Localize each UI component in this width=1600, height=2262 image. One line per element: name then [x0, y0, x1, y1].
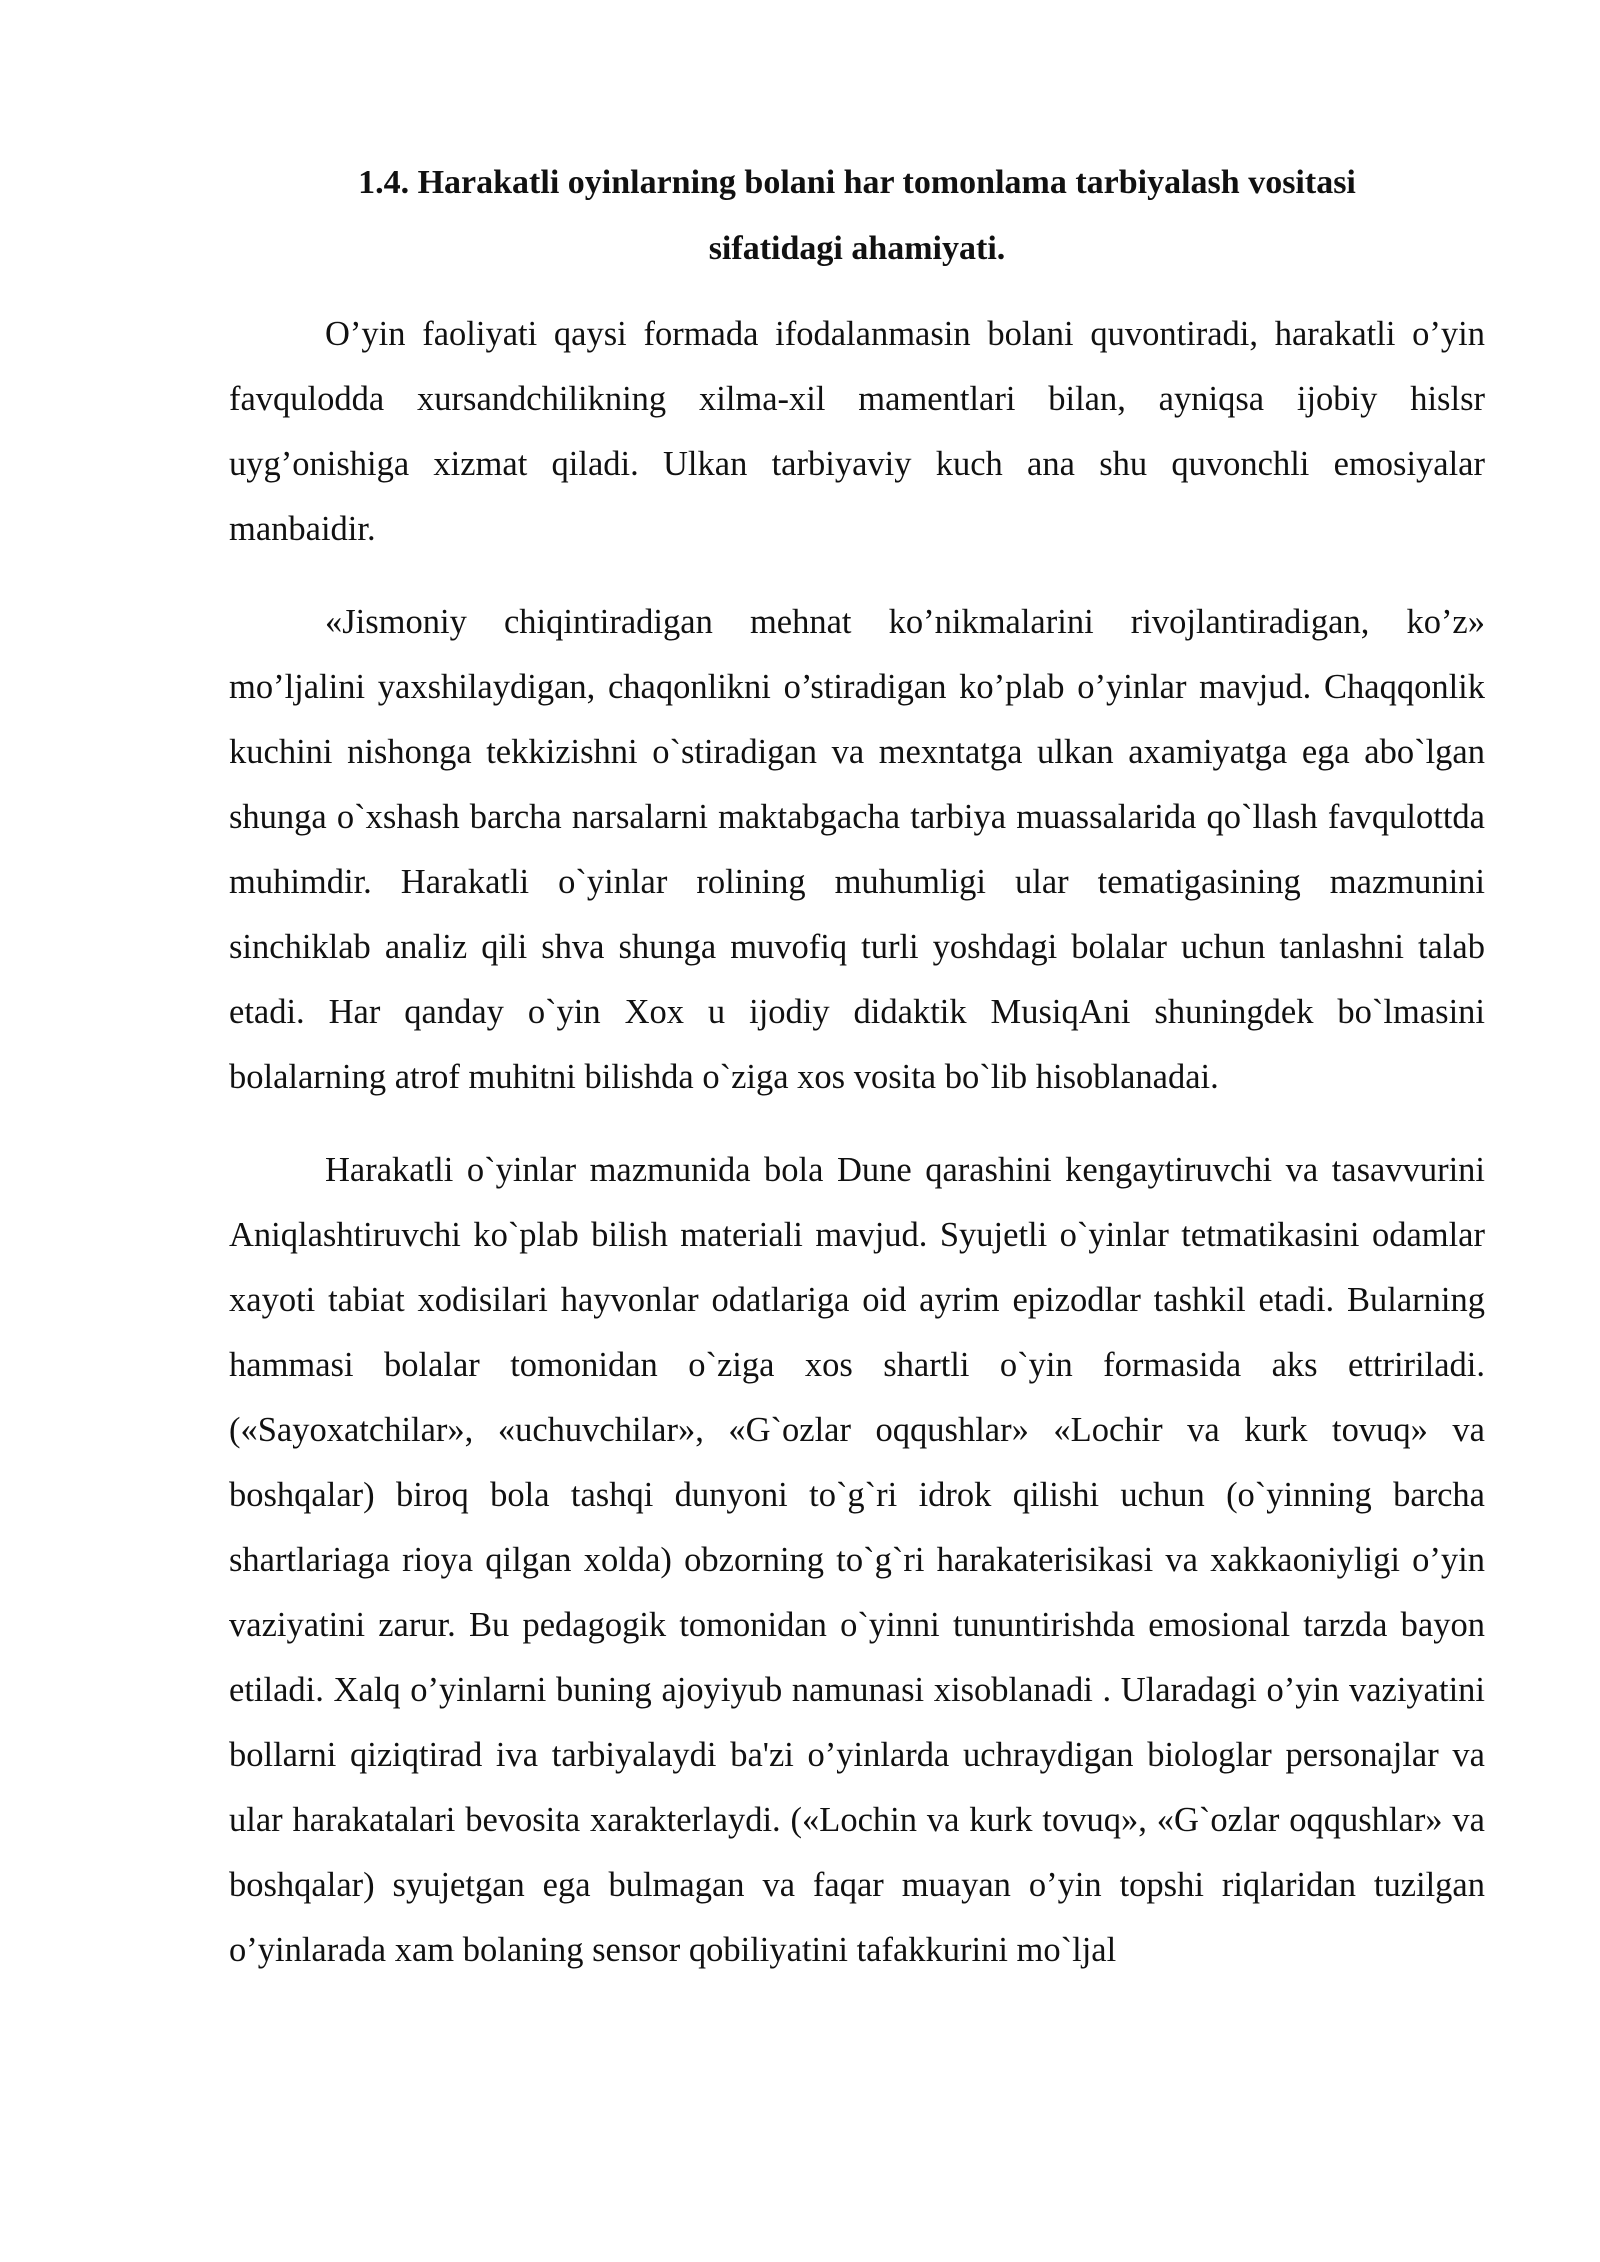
section-heading-line-2: sifatidagi ahamiyati. — [708, 230, 1006, 267]
paragraph-2: «Jismoniy chiqintiradigan mehnat ko’nikmalarini rivojlantiradigan, ko’z» mo’ljalini yaxshilaydigan, chaqonlikni o’stiradigan ko’plab o’yinlar mavjud. Chaqqonlik kuchini nishonga tekkizishni o`stiradigan va mexntatga ulkan axamiyatga ega abo`lgan shunga o`xshash barcha narsalarni maktabgacha tarbiya muassalarida qo`llash favqulottda muhimdir. Harakatli o`yinlar rolining muhumligi ular tematigasining mazmunini sinchiklab analiz qili shva shunga muvofiq turli yoshdagi bolalar uchun tanlashni talab etadi. Har qanday o`yin Xox u ijodiy didaktik MusiqAni shuningdek bo`lmasini bolalarning atrof muhitni bilishda o`ziga xos vosita bo`lib hisoblanadai. — [229, 603, 1485, 1096]
paragraph-3: Harakatli o`yinlar mazmunida bola Dune qarashini kengaytiruvchi va tasavvurini Aniqlashtiruvchi ko`plab bilish materiali mavjud. Syujetli o`yinlar tetmatikasini odamlar xayoti tabiat xodisilari hayvonlar odatlariga oid ayrim epizodlar tashkil etadi. Bularning hammasi bolalar tomonidan o`ziga xos shartli o`yin formasida aks ettririladi. («Sayoxatchilar», «uchuvchilar», «G`ozlar oqqushlar» «Lochir va kurk tovuq» va boshqalar) biroq bola tashqi dunyoni to`g`ri idrok qilishi uchun (o`yinning barcha shartlariaga rioya qilgan xolda) obzorning to`g`ri harakaterisikasi va xakkaoniyligi o’yin vaziyatini zarur. Bu pedagogik tomonidan o`yinni tununtirishda emosional tarzda bayon etiladi. Xalq o’yinlarni buning ajoyiyub namunasi xisoblanadi . Ularadagi o’yin vaziyatini bollarni qiziqtirad iva tarbiyalaydi ba'zi o’yinlarda uchraydigan biologlar personajlar va ular harakatalari bevosita xarakterlaydi. («Lochin va kurk tovuq», «G`ozlar oqqushlar» va boshqalar) syujetgan ega bulmagan va faqar muayan o’yin topshi riqlaridan tuzilgan o’yinlarada xam bolaning sensor qobiliyatini tafakkurini mo`ljal — [229, 1151, 1485, 1969]
section-heading-line-1: 1.4. Harakatli oyinlarning bolani har tomonlama tarbiyalash vositasi — [358, 164, 1356, 201]
section-heading — [229, 150, 1485, 282]
paragraph-1: O’yin faoliyati qaysi formada ifodalanmasin bolani quvontiradi, harakatli o’yin favqulodda xursandchilikning xilma-xil mamentlari bilan, ayniqsa ijobiy hislsr uyg’onishiga xizmat qiladi. Ulkan tarbiyaviy kuch ana shu quvonchli emosiyalar manbaidir. — [229, 315, 1485, 548]
document-body — [229, 150, 1485, 2011]
